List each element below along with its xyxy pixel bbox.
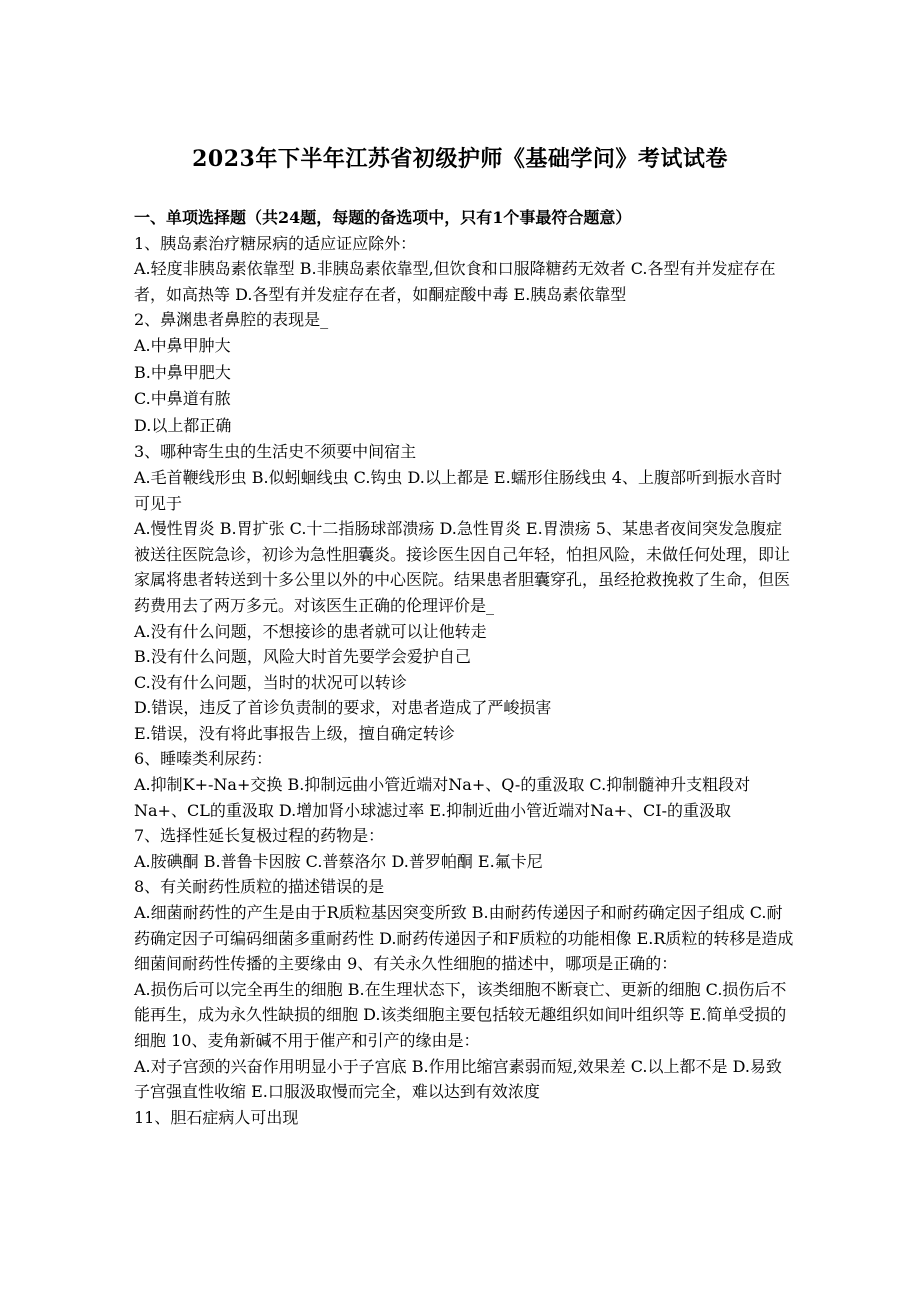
question-5-option-b: B.没有什么问题，风险大时首先要学会爱护自己 — [134, 647, 471, 667]
question-6: 6、睡嗪类利尿药： — [134, 749, 273, 769]
question-7: 7、选择性延长复极过程的药物是： — [134, 826, 385, 846]
document-title: 2023年下半年江苏省初级护师《基础学问》考试试卷 — [192, 146, 728, 172]
question-6-options: A.抑制K+-Na+交换 B.抑制远曲小管近端对Na+、Q-的重汲取 C.抑制髓神升支粗段对Na+、CL的重汲取 D.增加肾小球滤过率 E.抑制近曲小管近端对Na+、CI-的重汲取 — [134, 775, 751, 820]
question-5-option-a: A.没有什么问题，不想接诊的患者就可以让他转走 — [134, 621, 487, 641]
question-2-option-a: A.中鼻甲肿大 — [134, 335, 231, 355]
question-10-options: A.对子宫颈的兴奋作用明显小于子宫底 B.作用比缩宫素弱而短,效果差 C.以上都不是 D.易致子宫强直性收缩 E.口服汲取慢而完全，难以达到有效浓度 — [134, 1056, 782, 1102]
question-9-options: A.损伤后可以完全再生的细胞 B.在生理状态下，该类细胞不断衰亡、更新的细胞 C.损伤后不能再生，成为永久性缺损的细胞 D.该类细胞主要包括较无趣组织如间叶组织等 E.简单受损的细胞 10、麦角新碱不用于催产和引产的缘由是： — [134, 979, 787, 1050]
question-2-option-d: D.以上都正确 — [134, 415, 232, 435]
question-5-option-d: D.错误，违反了首诊负责制的要求，对患者造成了严峻损害 — [134, 698, 552, 718]
question-8-options: A.细菌耐药性的产生是由于R质粒基因突变所致 B.由耐药传递因子和耐药确定因子组成 C.耐药确定因子可编码细菌多重耐药性 D.耐药传递因子和F质粒的功能相像 E.R质粒的转移是造成细菌间耐药性传播的主要缘由 9、有关永久性细胞的描述中，哪项是正确的： — [134, 903, 794, 974]
question-3: 3、哪种寄生虫的生活史不须要中间宿主 — [134, 442, 417, 462]
question-1-options: A.轻度非胰岛素依靠型 B.非胰岛素依靠型,但饮食和口服降糖药无效者 C.各型有并发症存在者，如高热等 D.各型有并发症存在者，如酮症酸中毒 E.胰岛素依靠型 — [134, 259, 776, 304]
question-8: 8、有关耐药性质粒的描述错误的是 — [134, 877, 385, 897]
question-3-options: A.毛首鞭线形虫 B.似蚓蛔线虫 C.钩虫 D.以上都是 E.蠕形住肠线虫 4、上腹部听到振水音时可见于 — [134, 467, 782, 513]
exam-content — [134, 205, 794, 1130]
section-heading: 一、单项选择题（共24题，每题的备选项中，只有1个事最符合题意） — [134, 208, 632, 227]
question-7-options: A.胺碘酮 B.普鲁卡因胺 C.普蔡洛尔 D.普罗帕酮 E.氟卡尼 — [134, 851, 543, 871]
question-11: 11、胆石症病人可出现 — [134, 1107, 299, 1127]
question-1: 1、胰岛素治疗糖尿病的适应证应除外： — [134, 233, 417, 253]
question-2-option-c: C.中鼻道有脓 — [134, 389, 231, 409]
question-2-option-b: B.中鼻甲肥大 — [134, 362, 231, 382]
question-2: 2、鼻渊患者鼻腔的表现是_ — [134, 310, 329, 330]
question-5-option-e: E.错误，没有将此事报告上级，擅自确定转诊 — [134, 723, 455, 743]
question-5-option-c: C.没有什么问题，当时的状况可以转诊 — [134, 672, 407, 692]
question-4-options: A.慢性胃炎 B.胃扩张 C.十二指肠球部溃疡 D.急性胃炎 E.胃溃疡 5、某患者夜间突发急腹症被送往医院急诊，初诊为急性胆囊炎。接诊医生因自己年轻，怕担风险，未做任何处理，即让家属将患者转送到十多公里以外的中心医院。结果患者胆囊穿孔，虽经抢救挽救了生命，但医药费用去了两万多元。对该医生正确的伦理评价是_ — [134, 519, 791, 615]
